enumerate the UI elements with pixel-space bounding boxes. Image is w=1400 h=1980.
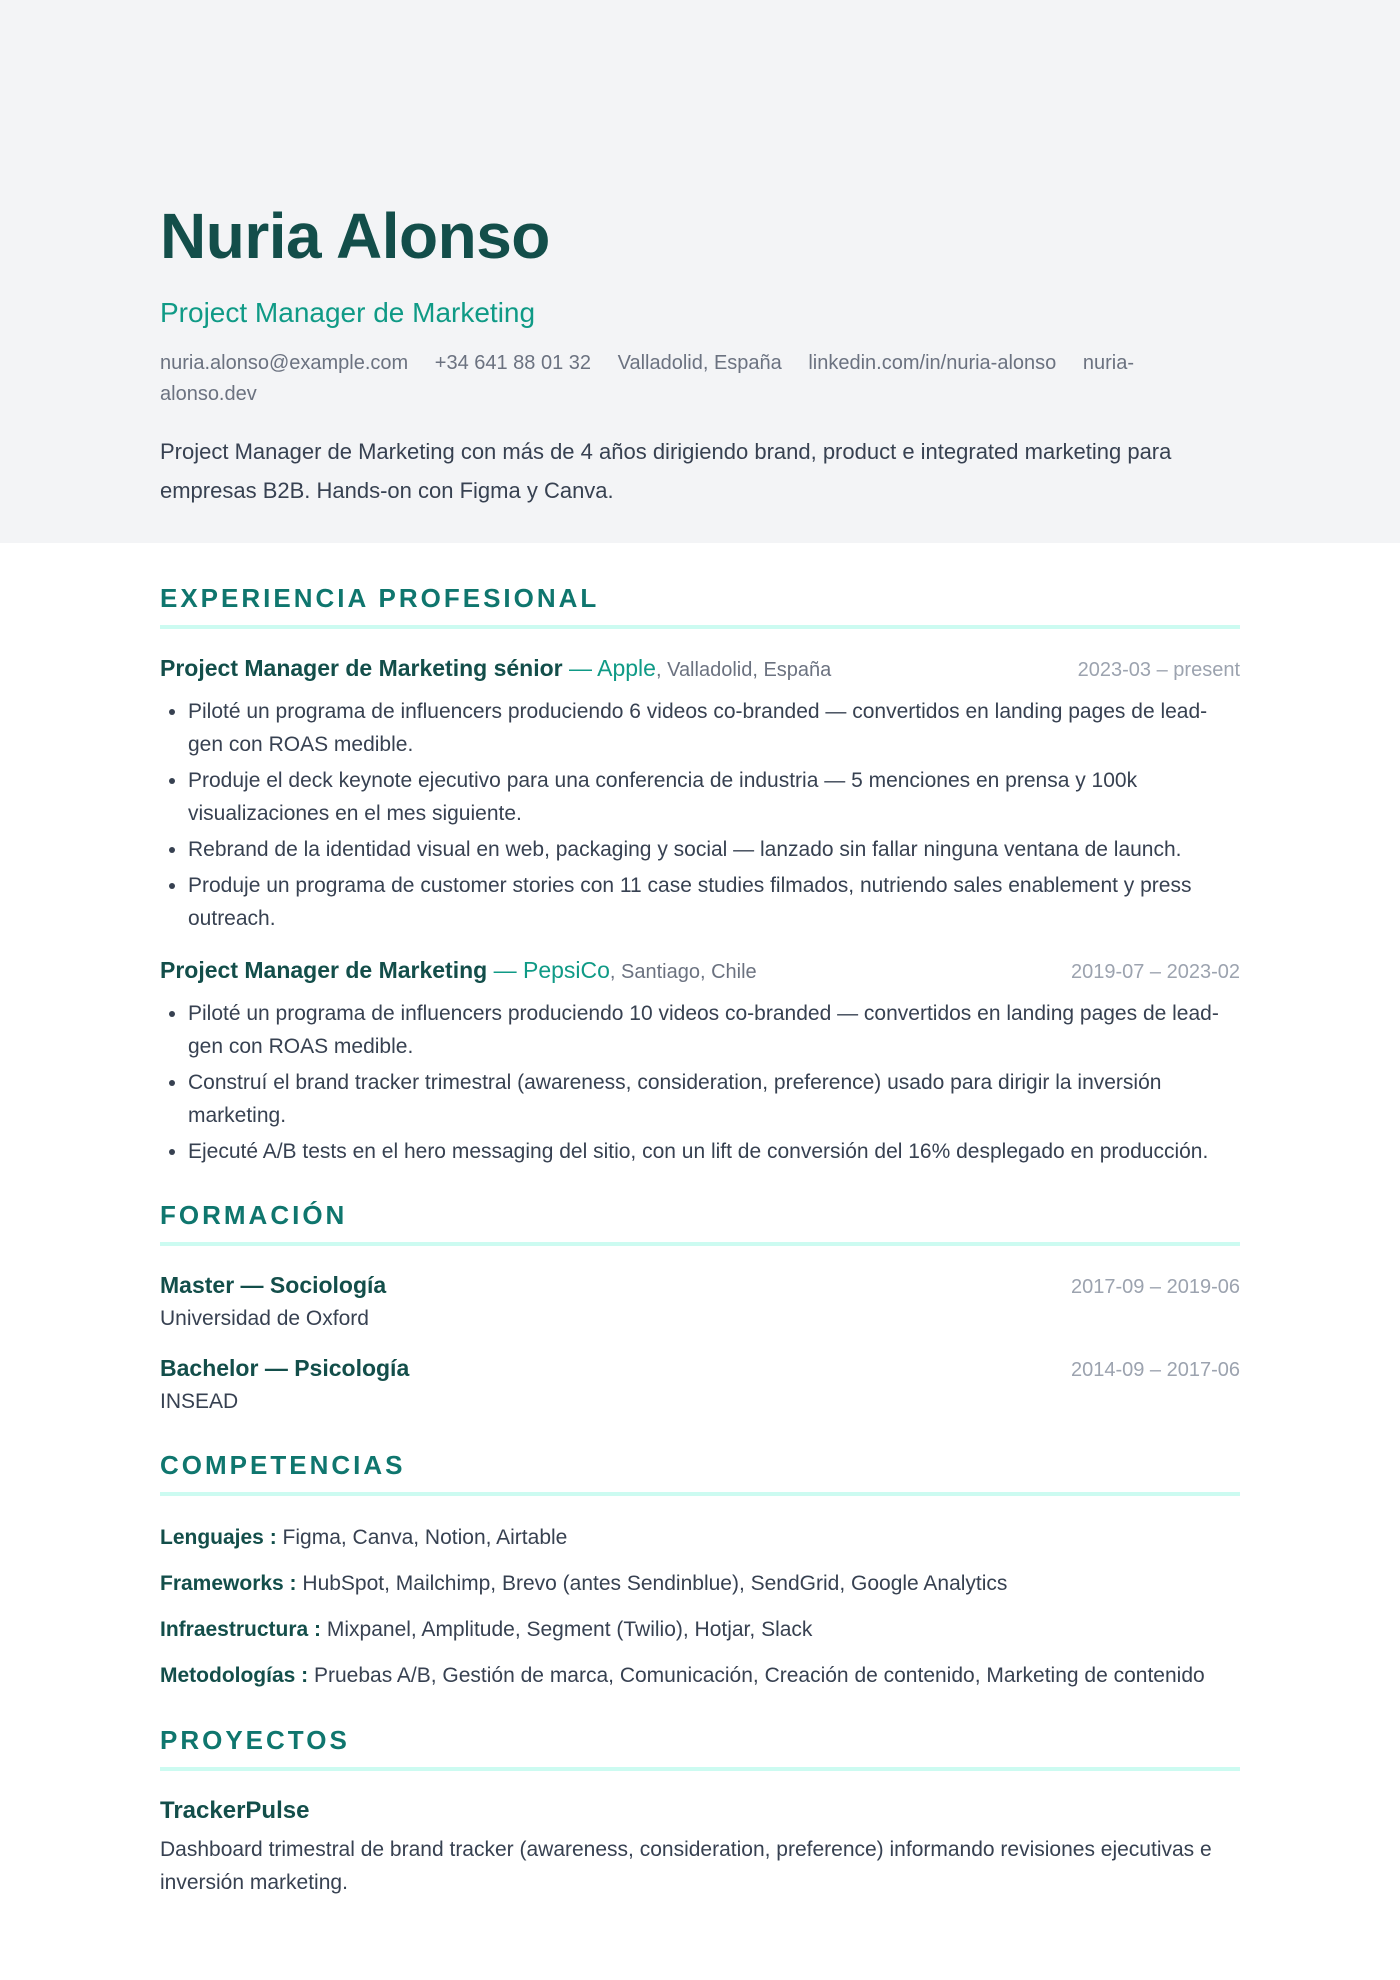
skill-value: Figma, Canva, Notion, Airtable bbox=[276, 1526, 568, 1549]
skill-row bbox=[160, 1566, 1240, 1601]
skill-value: Pruebas A/B, Gestión de marca, Comunicación, Creación de contenido, Marketing de contenido bbox=[308, 1664, 1205, 1687]
job-heading bbox=[160, 653, 831, 687]
job-location: , Santiago, Chile bbox=[609, 961, 757, 983]
skill-row bbox=[160, 1658, 1240, 1693]
job-entry bbox=[160, 653, 1240, 935]
skill-row bbox=[160, 1520, 1240, 1555]
education-school: INSEAD bbox=[160, 1390, 239, 1413]
job-company: — Apple bbox=[562, 655, 656, 681]
job-bullet: • Produje un programa de customer stories con 11 case studies filmados, nutriendo sales enablement y press outreach. bbox=[188, 869, 1240, 935]
skill-value: Mixpanel, Amplitude, Segment (Twilio), Hotjar, Slack bbox=[321, 1618, 813, 1641]
contact-email[interactable]: nuria.alonso@example.com bbox=[160, 352, 409, 374]
education-entry bbox=[160, 1353, 1240, 1418]
education-header bbox=[160, 1270, 1240, 1302]
project-entry bbox=[160, 1795, 1240, 1899]
resume-header bbox=[0, 0, 1400, 543]
skill-value: HubSpot, Mailchimp, Brevo (antes Sendinblue), SendGrid, Google Analytics bbox=[296, 1572, 1008, 1595]
skills-section bbox=[160, 1448, 1240, 1693]
skill-label: Infraestructura : bbox=[160, 1618, 322, 1641]
skill-label: Frameworks : bbox=[160, 1572, 297, 1595]
education-dates: 2014-09 – 2017-06 bbox=[1070, 1359, 1240, 1381]
job-heading bbox=[160, 955, 757, 989]
section-title-experience: EXPERIENCIA PROFESIONAL bbox=[160, 581, 1240, 629]
job-bullet: • Ejecuté A/B tests en el hero messaging del sitio, con un lift de conversión del 16% desplegado en producción. bbox=[188, 1135, 1240, 1168]
education-degree: Master — Sociología bbox=[160, 1272, 387, 1298]
project-description: Dashboard trimestral de brand tracker (awareness, consideration, preference) informando revisiones ejecutivas e inversión marketing. bbox=[160, 1838, 1212, 1894]
contact-website[interactable]: nuria-alonso.dev bbox=[160, 352, 1134, 405]
section-title-skills: COMPETENCIAS bbox=[160, 1448, 1240, 1496]
section-title-projects: PROYECTOS bbox=[160, 1723, 1240, 1771]
project-name: TrackerPulse bbox=[160, 1797, 310, 1824]
resume-body bbox=[0, 543, 1400, 1899]
job-bullet: • Construí el brand tracker trimestral (awareness, consideration, preference) usado para dirigir la inversión marketing. bbox=[188, 1066, 1240, 1132]
job-location: , Valladolid, España bbox=[655, 659, 832, 681]
projects-section bbox=[160, 1723, 1240, 1899]
job-dates: 2023-03 – present bbox=[1077, 659, 1240, 681]
skill-label: Lenguajes : bbox=[160, 1526, 277, 1549]
job-bullets bbox=[160, 695, 1240, 935]
job-bullet: • Rebrand de la identidad visual en web, packaging y social — lanzado sin fallar ninguna ventana de launch. bbox=[188, 833, 1240, 866]
education-degree: Bachelor — Psicología bbox=[160, 1355, 410, 1381]
skill-row bbox=[160, 1612, 1240, 1647]
contact-phone[interactable]: +34 641 88 01 32 bbox=[434, 352, 592, 374]
job-bullet: • Produje el deck keynote ejecutivo para una conferencia de industria — 5 menciones en prensa y 100k visualizaciones en el mes siguiente. bbox=[188, 764, 1240, 830]
skill-label: Metodologías : bbox=[160, 1664, 309, 1687]
education-school: Universidad de Oxford bbox=[160, 1307, 369, 1330]
profile-summary: Project Manager de Marketing con más de 4 años dirigiendo brand, product e integrated marketing para empresas B2B. Hands-on con Figma y Canva. bbox=[160, 439, 1172, 503]
job-company: — PepsiCo bbox=[487, 957, 610, 983]
education-section bbox=[160, 1198, 1240, 1418]
candidate-role: Project Manager de Marketing bbox=[160, 297, 536, 328]
experience-section bbox=[160, 581, 1240, 1168]
education-header bbox=[160, 1353, 1240, 1385]
job-entry bbox=[160, 955, 1240, 1168]
job-title: Project Manager de Marketing sénior bbox=[160, 655, 563, 681]
contact-location: Valladolid, España bbox=[617, 352, 782, 374]
job-bullet: • Piloté un programa de influencers produciendo 10 videos co-branded — convertidos en landing pages de lead-gen con ROAS medible. bbox=[188, 997, 1240, 1063]
job-bullets bbox=[160, 997, 1240, 1168]
contact-line bbox=[160, 348, 1200, 410]
contact-linkedin[interactable]: linkedin.com/in/nuria-alonso bbox=[808, 352, 1057, 374]
job-header bbox=[160, 955, 1240, 989]
job-dates: 2019-07 – 2023-02 bbox=[1070, 961, 1240, 983]
job-title: Project Manager de Marketing bbox=[160, 957, 488, 983]
education-entry bbox=[160, 1270, 1240, 1335]
job-header bbox=[160, 653, 1240, 687]
section-title-education: FORMACIÓN bbox=[160, 1198, 1240, 1246]
job-bullet: • Piloté un programa de influencers produciendo 6 videos co-branded — convertidos en landing pages de lead-gen con ROAS medible. bbox=[188, 695, 1240, 761]
education-dates: 2017-09 – 2019-06 bbox=[1070, 1276, 1240, 1298]
candidate-name: Nuria Alonso bbox=[160, 200, 550, 272]
